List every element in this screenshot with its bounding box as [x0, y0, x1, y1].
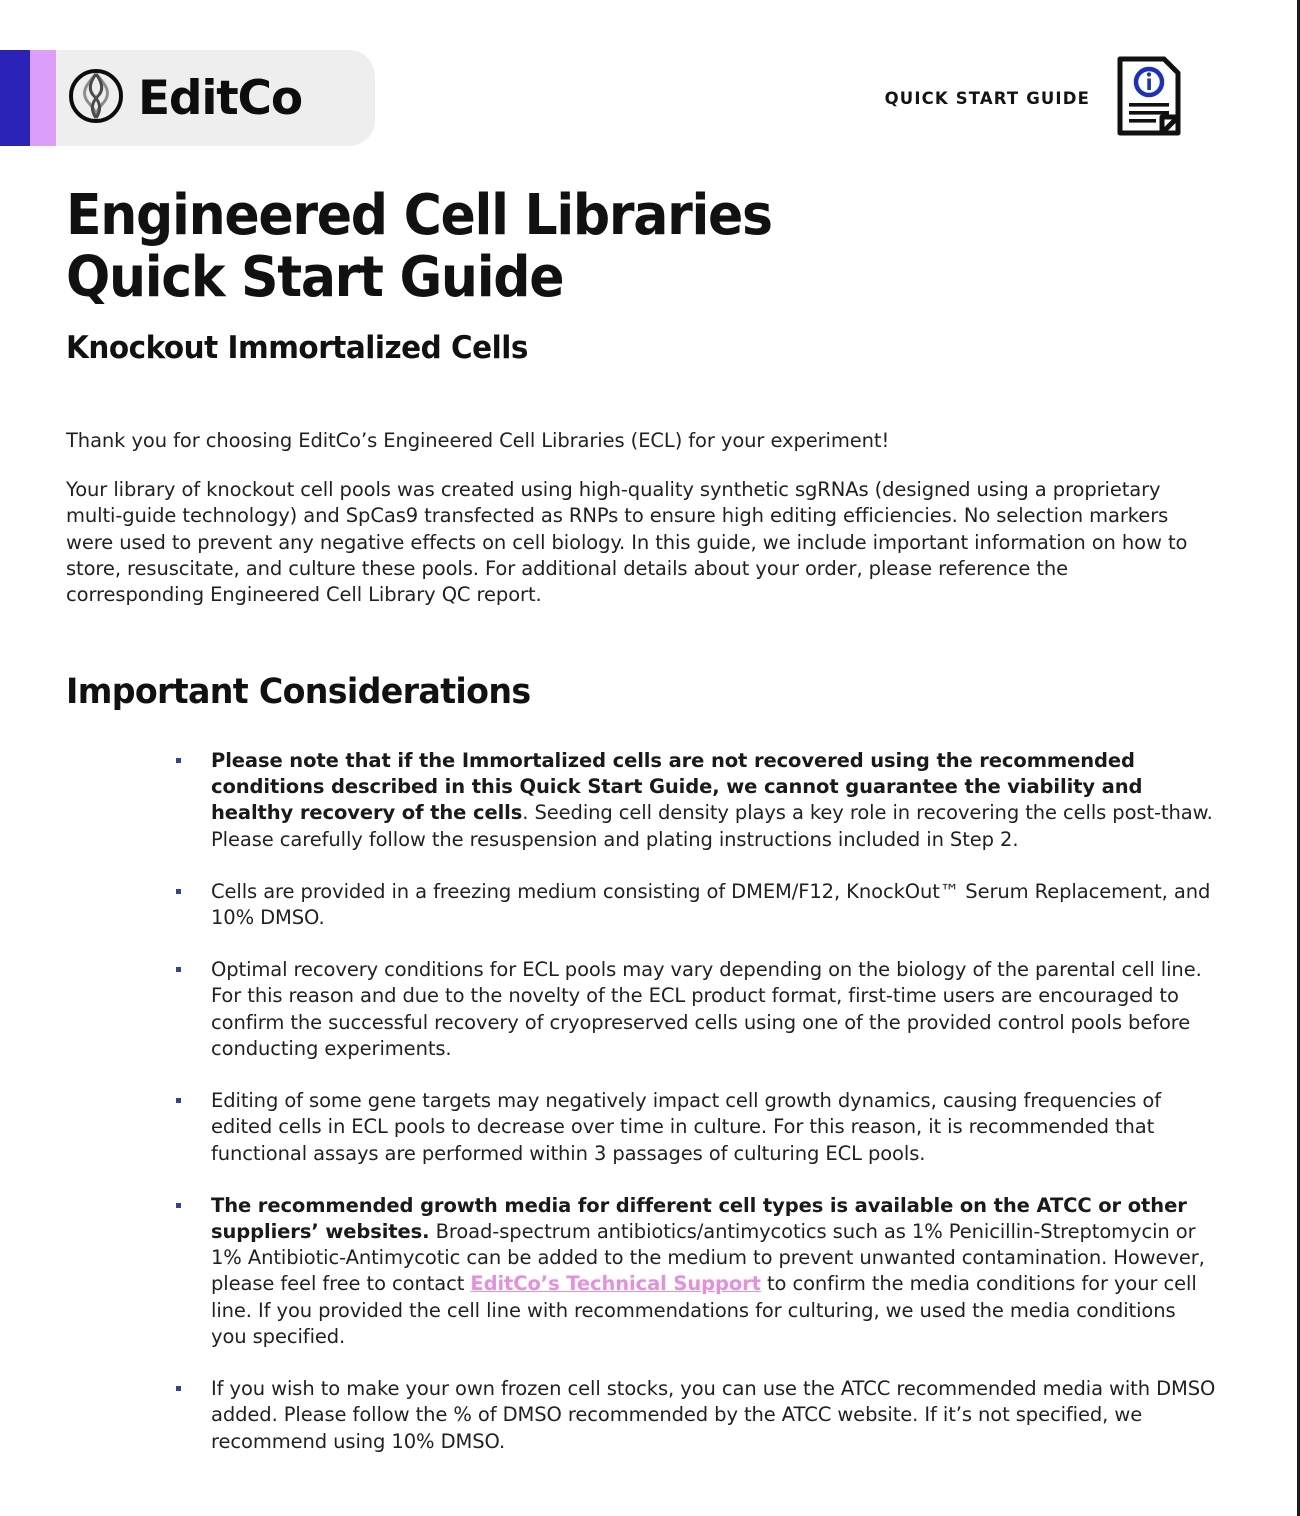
intro-paragraph-2: Your library of knockout cell pools was created using high-quality synthetic sgRNAs (designed using a proprietary multi-guide technology) and SpCas9 transfected as RNPs to ensure high editing efficiencies. No selection markers were used to prevent any negative effects on cell biology. In this guide, we include important information on how to store, resuscitate, and culture these pools. For additional details about your order, please reference the corresponding Engineered Cell Library QC report. [66, 478, 1188, 606]
page-subtitle: Knockout Immortalized Cells [66, 330, 528, 367]
bullet-marker-icon [176, 1098, 181, 1103]
list-item-text: Cells are provided in a freezing medium consisting of DMEM/F12, KnockOut™ Serum Replacement, and 10% DMSO. [211, 879, 1211, 930]
list-item-text: Broad-spectrum antibiotics/antimycotics such as 1% Penicillin-Streptomycin or 1% Antibiotic-Antimycotic can be added to the medium to prevent unwanted contamination. However, please feel free to contact [211, 1220, 1205, 1296]
brand-pill [0, 50, 375, 146]
accent-bar-indigo [0, 50, 30, 146]
document-info-icon [1116, 55, 1182, 141]
list-item [66, 1088, 1216, 1167]
page-title-line1: Engineered Cell Libraries [66, 183, 772, 248]
considerations-list [66, 748, 1216, 1455]
page-title [66, 185, 1136, 308]
list-item [66, 957, 1216, 1062]
bullet-marker-icon [176, 1386, 181, 1391]
editco-leaf-emblem-icon [68, 68, 124, 128]
list-item-bold-text: The recommended growth media for different cell types is available on the ATCC or other suppliers’ websites. [211, 1193, 1187, 1243]
list-item-text-after-link: to confirm the media conditions for your cell line. If you provided the cell line with recommendations for culturing, we used the media conditions you specified. [211, 1272, 1197, 1348]
quick-start-guide-label: QUICK START GUIDE [884, 88, 1090, 108]
list-item-text: Optimal recovery conditions for ECL pools may vary depending on the biology of the parental cell line. For this reason and due to the novelty of the ECL product format, first-time users are encouraged to confirm the successful recovery of cryopreserved cells using one of the provided control pools before conducting experiments. [211, 958, 1202, 1060]
list-item-bold-text: Please note that if the Immortalized cells are not recovered using the recommended conditions described in this Quick Start Guide, we cannot guarantee the viability and healthy recovery of the cells [211, 748, 1143, 825]
bullet-marker-icon [176, 889, 181, 894]
document-body [66, 185, 1216, 1455]
bullet-marker-icon [176, 758, 181, 763]
list-item [66, 1193, 1216, 1350]
page-title-line2: Quick Start Guide [66, 244, 564, 310]
list-item [66, 879, 1216, 931]
bullet-marker-icon [176, 1203, 181, 1208]
bullet-marker-icon [176, 967, 181, 972]
list-item [66, 1376, 1216, 1455]
brand-logo [68, 68, 302, 128]
accent-bar-lilac [30, 50, 56, 146]
page-header [0, 50, 1240, 146]
brand-name: EditCo [138, 70, 302, 126]
section-heading-important-considerations: Important Considerations [66, 671, 531, 712]
list-item-text: Editing of some gene targets may negatively impact cell growth dynamics, causing frequencies of edited cells in ECL pools to decrease over time in culture. For this reason, it is recommended that functional assays are performed within 3 passages of culturing ECL pools. [211, 1089, 1161, 1165]
technical-support-link[interactable]: EditCo’s Technical Support [470, 1272, 761, 1296]
intro-paragraph-1: Thank you for choosing EditCo’s Engineered Cell Libraries (ECL) for your experiment! [66, 429, 890, 453]
list-item [66, 748, 1216, 853]
list-item-text: . Seeding cell density plays a key role in recovering the cells post-thaw. Please carefully follow the resuspension and plating instructions included in Step 2. [211, 801, 1213, 851]
header-right-group [885, 50, 1182, 146]
list-item-text: If you wish to make your own frozen cell stocks, you can use the ATCC recommended media with DMSO added. Please follow the % of DMSO recommended by the ATCC website. If it’s not specified, we recommend using 10% DMSO. [211, 1377, 1216, 1453]
